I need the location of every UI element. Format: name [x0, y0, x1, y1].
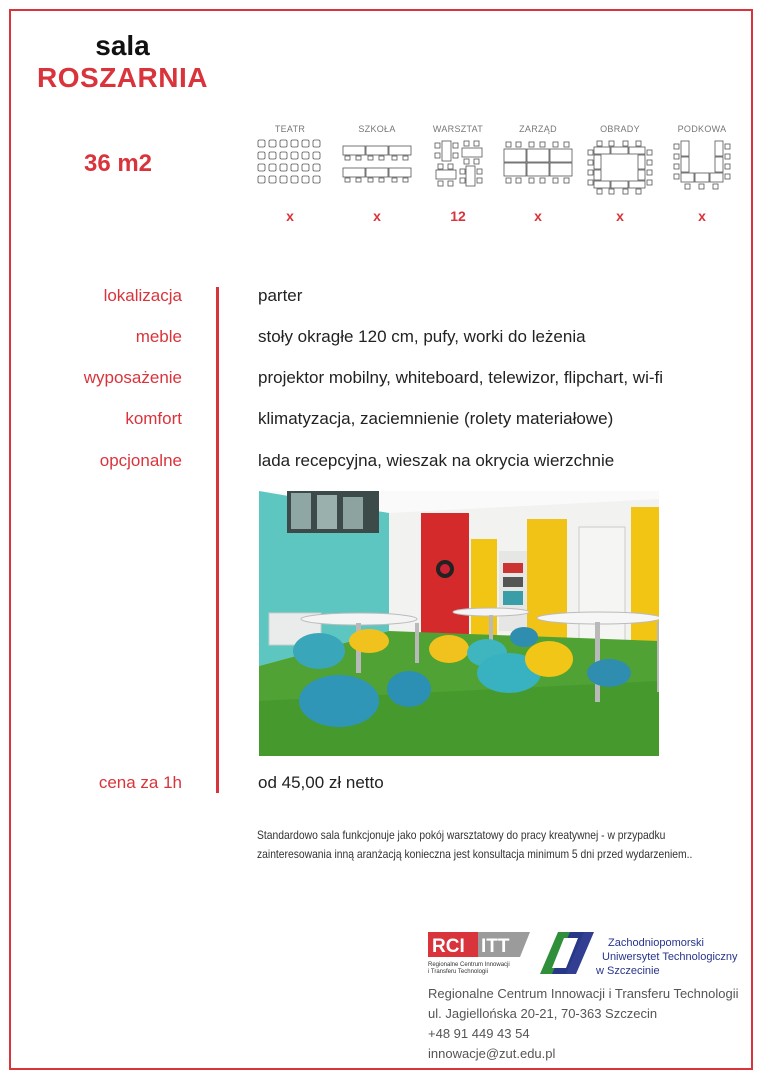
itt-mark: ITT: [481, 936, 510, 957]
layout-capacity: 12: [450, 208, 466, 224]
layout-podkowa: [662, 124, 742, 224]
layout-capacity: x: [616, 208, 624, 224]
detail-key: opcjonalne: [99, 451, 182, 470]
detail-value: stoły okragłe 120 cm, pufy, worki do leżenia: [258, 327, 586, 346]
footnote: [257, 826, 739, 864]
zut-name-line1: Zachodniopomorski: [608, 937, 704, 949]
detail-value: klimatyzacja, zaciemnienie (rolety materiałowe): [258, 409, 614, 428]
detail-value: projektor mobilny, whiteboard, telewizor, flipchart, wi-fi: [258, 368, 664, 387]
layout-label: PODKOWA: [677, 124, 727, 134]
school-layout-icon: [342, 138, 412, 188]
rci-itt-logo: [428, 932, 532, 978]
theater-layout-icon: [257, 138, 323, 188]
layout-label: OBRADY: [600, 124, 640, 134]
detail-row-wyposazenie: [0, 368, 764, 392]
layout-szkola: [337, 124, 417, 224]
zut-logo: [536, 930, 746, 978]
boardroom-layout-icon: [502, 138, 574, 188]
rci-mark: RCI: [432, 936, 465, 957]
contact-block: [428, 984, 739, 1064]
contact-address: ul. Jagiellońska 20-21, 70-363 Szczecin: [428, 1006, 658, 1021]
detail-value: parter: [258, 286, 303, 305]
detail-key: komfort: [125, 409, 182, 428]
room-photo: [259, 491, 659, 756]
layout-label: WARSZTAT: [432, 124, 484, 134]
layout-capacity: x: [698, 208, 706, 224]
price-key: cena za 1h: [98, 773, 182, 792]
layout-label: SZKOŁA: [358, 124, 396, 134]
zut-name-line3: w Szczecinie: [596, 965, 660, 977]
layout-teatr: [250, 124, 330, 224]
detail-row-lokalizacja: [0, 286, 764, 310]
contact-email[interactable]: innowacje@zut.edu.pl: [428, 1046, 556, 1061]
room-area: 36 m2: [83, 150, 153, 177]
detail-key: wyposażenie: [83, 368, 182, 387]
horseshoe-layout-icon: [671, 138, 733, 194]
room-name: ROSZARNIA: [37, 62, 208, 93]
detail-key: lokalizacja: [103, 286, 182, 305]
workshop-layout-icon: [428, 138, 488, 190]
footnote-line: zainteresowania inną aranżacją konieczna jest konsultacja minimum 5 dni przed wydarzeniem..: [257, 847, 693, 861]
rci-subtitle-1: Regionalne Centrum Innowacji: [428, 962, 510, 968]
layout-obrady: [580, 124, 660, 224]
detail-row-meble: [0, 327, 764, 351]
layout-zarzad: [498, 124, 578, 224]
layout-capacity: x: [373, 208, 381, 224]
layout-capacity: x: [286, 208, 294, 224]
layout-label: ZARZĄD: [519, 124, 557, 134]
conference-layout-icon: [587, 138, 653, 196]
rci-subtitle-2: i Transferu Technologii: [428, 969, 488, 975]
detail-value: lada recepcyjna, wieszak na okrycia wierzchnie: [258, 451, 615, 470]
zut-name-line2: Uniwersytet Technologiczny: [602, 951, 738, 963]
detail-row-komfort: [0, 409, 764, 433]
layout-capacity: x: [534, 208, 542, 224]
contact-phone[interactable]: +48 91 449 43 54: [428, 1026, 530, 1041]
price-row: [0, 773, 764, 797]
layout-warsztat: [418, 124, 498, 224]
contact-org: Regionalne Centrum Innowacji i Transferu Technologii: [428, 986, 739, 1001]
detail-key: meble: [135, 327, 182, 346]
divider-line: [216, 287, 219, 793]
footnote-line: Standardowo sala funkcjonuje jako pokój warsztatowy do pracy kreatywnej - w przypadku: [257, 828, 666, 842]
detail-row-opcjonalne: [0, 451, 764, 475]
price-value: od 45,00 zł netto: [258, 773, 384, 792]
title-kicker: sala: [95, 30, 150, 61]
seating-layouts: [250, 124, 735, 234]
layout-label: TEATR: [274, 124, 306, 134]
